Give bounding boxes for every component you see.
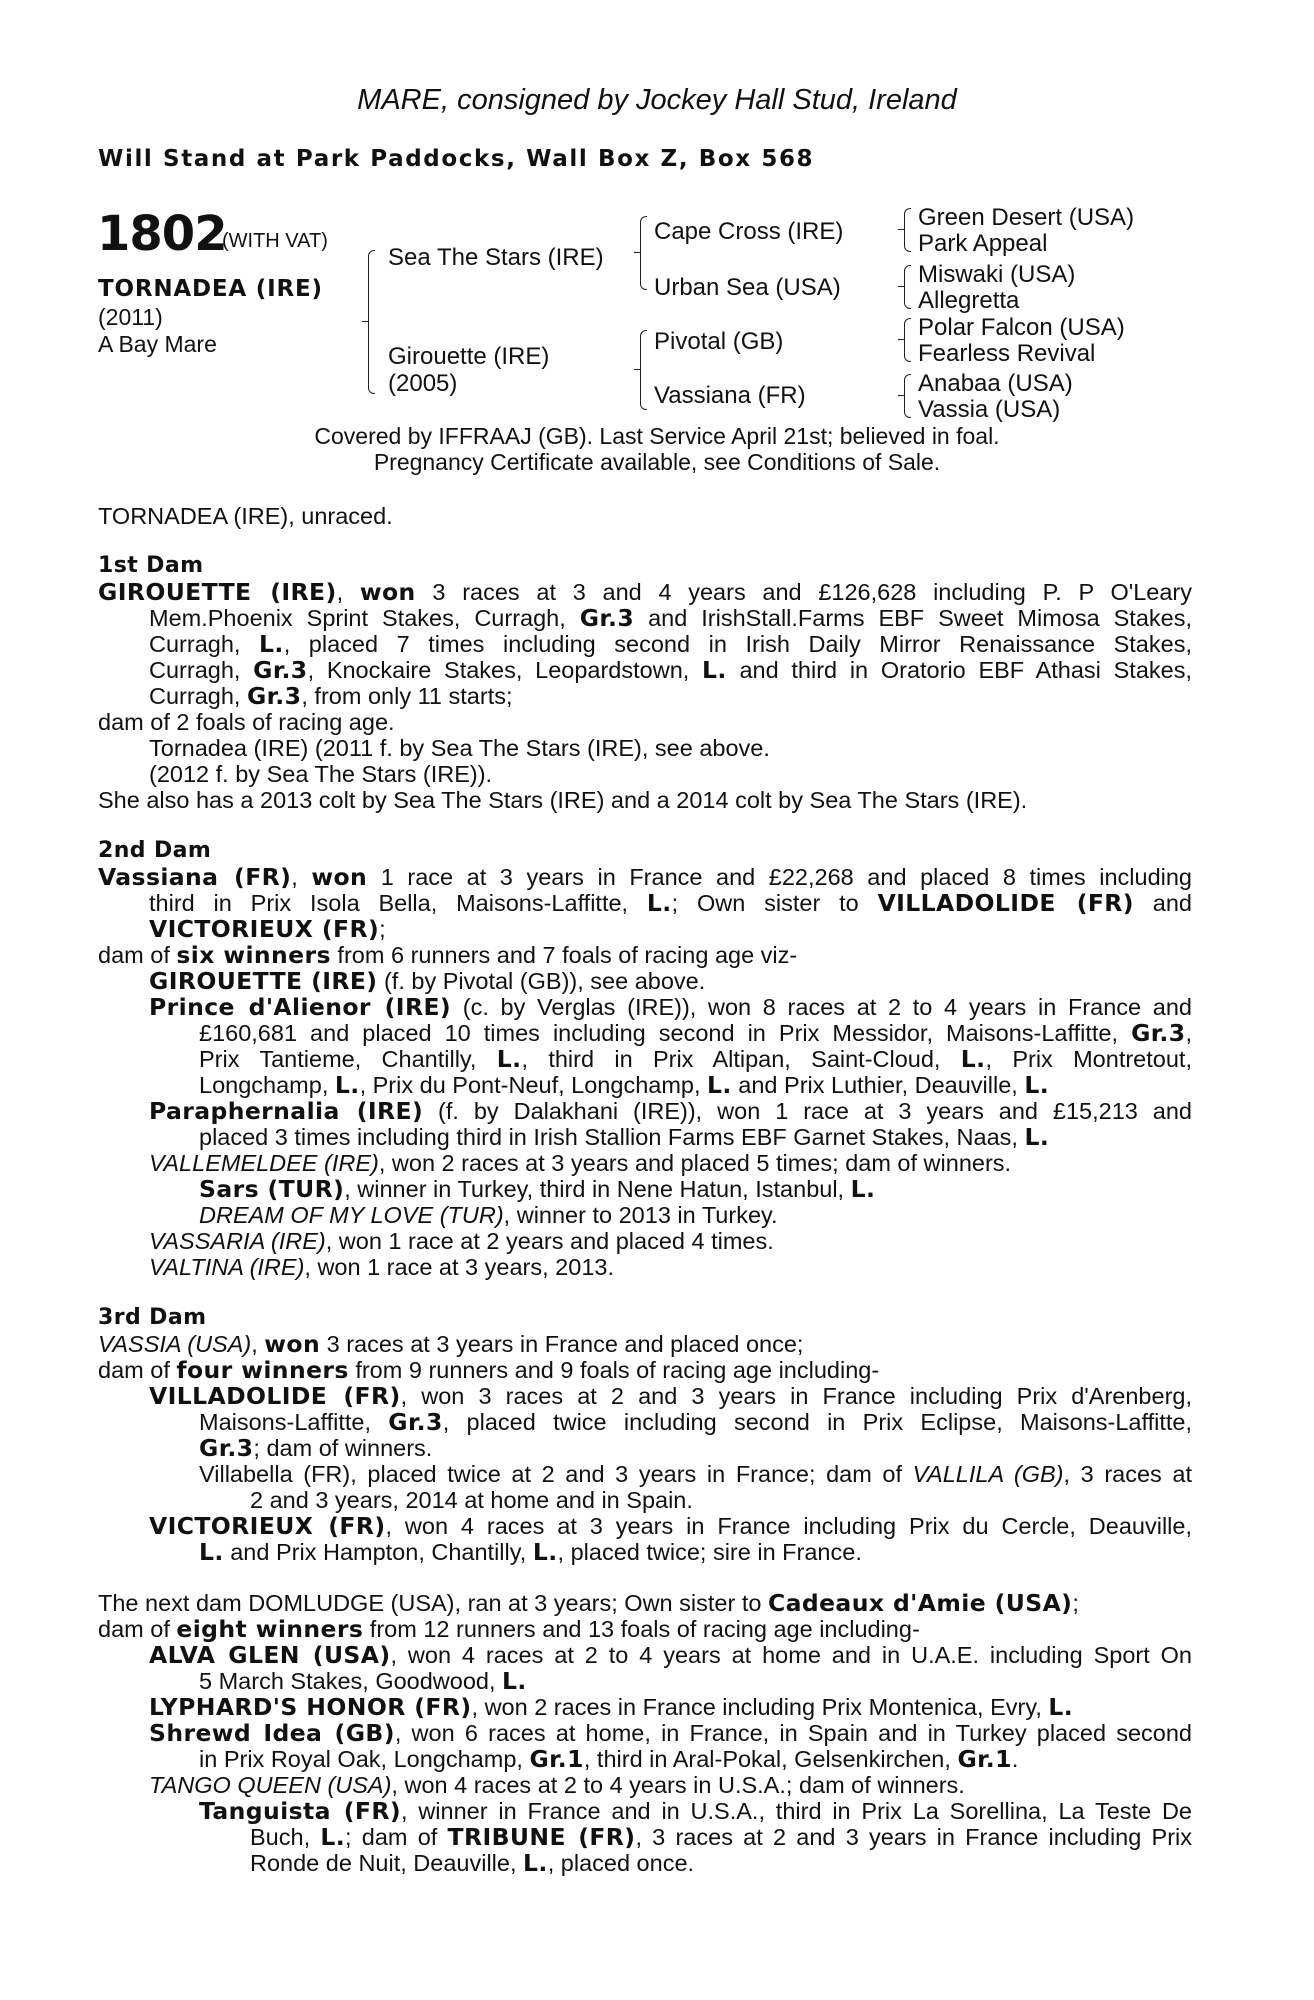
first-dam-line-4: Curragh, Gr.3, Knockaire Stakes, Leopardstown, L. and third in Oratorio EBF Athasi Stakes, xyxy=(149,656,1192,684)
third-dam-line-1: VASSIA (USA), won 3 races at 3 years in France and placed once; xyxy=(98,1330,804,1358)
first-dam-produce-summary: dam of 2 foals of racing age. xyxy=(98,709,395,735)
pedigree-dam-sire: Pivotal (GB) xyxy=(654,328,784,355)
g-brace-1-point xyxy=(898,229,905,230)
dam-brace-point xyxy=(634,369,641,370)
vat-note: (WITH VAT) xyxy=(222,230,328,252)
g-brace-2-point xyxy=(898,286,905,287)
tanguista-line-3: Ronde de Nuit, Deauville, L., placed once. xyxy=(250,1849,695,1877)
first-dam-produce-1: Tornadea (IRE) (2011 f. by Sea The Stars (IRE), see above. xyxy=(149,735,770,761)
pedigree-gg-8: Vassia (USA) xyxy=(918,396,1061,423)
second-dam-line-3: VICTORIEUX (FR); xyxy=(149,915,386,943)
first-dam-line-3: Curragh, L., placed 7 times including second in Irish Daily Mirror Renaissance Stakes, xyxy=(149,630,1192,658)
pedigree-sire-sire: Cape Cross (IRE) xyxy=(654,218,844,245)
pedigree-gg-7: Anabaa (USA) xyxy=(918,370,1073,397)
next-dam-produce-shrewd: Shrewd Idea (GB), won 6 races at home, in France, in Spain and in Turkey placed second xyxy=(149,1719,1192,1747)
sire-brace xyxy=(640,216,647,290)
pedigree-dam-dam: Vassiana (FR) xyxy=(654,382,806,409)
vallemeldee-produce-sars: Sars (TUR), winner in Turkey, third in Nene Hatun, Istanbul, L. xyxy=(199,1175,876,1203)
third-dam-heading: 3rd Dam xyxy=(98,1305,207,1330)
first-dam-line-1: GIROUETTE (IRE), won 3 races at 3 and 4 years and £126,628 including P. P O'Leary xyxy=(98,578,1192,606)
dam-brace xyxy=(640,330,647,410)
pedigree-sire-dam: Urban Sea (USA) xyxy=(654,274,841,301)
horse-description: A Bay Mare xyxy=(98,331,217,357)
tango-produce-tanguista: Tanguista (FR), winner in France and in U.S.A., third in Prix La Sorellina, La Teste De xyxy=(199,1797,1193,1825)
victorieux-line-2: L. and Prix Hampton, Chantilly, L., placed twice; sire in France. xyxy=(199,1538,862,1566)
pedigree-gg-2: Park Appeal xyxy=(918,230,1048,257)
first-dam-line-5: Curragh, Gr.3, from only 11 starts; xyxy=(149,682,513,710)
g-brace-4-point xyxy=(898,395,905,396)
sire-brace-point xyxy=(634,252,641,253)
pedigree-gg-1: Green Desert (USA) xyxy=(918,204,1135,231)
first-dam-produce-2: (2012 f. by Sea The Stars (IRE)). xyxy=(149,761,493,787)
pedigree-gg-6: Fearless Revival xyxy=(918,340,1096,367)
villadolide-line-2: Maisons-Laffitte, Gr.3, placed twice including second in Prix Eclipse, Maisons-Laffitte, xyxy=(199,1408,1193,1436)
g-brace-3 xyxy=(904,318,911,362)
g-brace-3-point xyxy=(898,339,905,340)
next-dam-line-1: The next dam DOMLUDGE (USA), ran at 3 years; Own sister to Cadeaux d'Amie (USA); xyxy=(98,1589,1079,1617)
paraphernalia-line-2: placed 3 times including third in Irish Stallion Farms EBF Garnet Stakes, Naas, L. xyxy=(199,1123,1050,1151)
g-brace-2 xyxy=(904,265,911,309)
alva-line-2: 5 March Stakes, Goodwood, L. xyxy=(199,1667,527,1695)
covered-line: Covered by IFFRAAJ (GB). Last Service April 21st; believed in foal. xyxy=(314,423,1000,449)
third-dam-produce-victorieux: VICTORIEUX (FR), won 4 races at 3 years in France including Prix du Cercle, Deauville, xyxy=(149,1512,1192,1540)
second-dam-produce-paraphernalia: Paraphernalia (IRE) (f. by Dalakhani (IRE)), won 1 race at 3 years and £15,213 and xyxy=(149,1097,1192,1125)
horse-year: (2011) xyxy=(98,304,163,330)
second-dam-produce-valtina: VALTINA (IRE), won 1 race at 3 years, 2013. xyxy=(149,1254,614,1280)
horse-name: TORNADEA (IRE) xyxy=(98,276,323,302)
third-dam-produce-summary: dam of four winners from 9 runners and 9 foals of racing age including- xyxy=(98,1356,880,1384)
g-brace-4 xyxy=(904,374,911,418)
prince-line-4: Longchamp, L., Prix du Pont-Neuf, Longchamp, L. and Prix Luthier, Deauville, L. xyxy=(199,1071,1050,1099)
pedigree-brace xyxy=(368,250,375,394)
pedigree-dam: Girouette (IRE) xyxy=(388,343,550,370)
next-dam-produce-alva: ALVA GLEN (USA), won 4 races at 2 to 4 years at home and in U.A.E. including Sport On xyxy=(149,1641,1192,1669)
pedigree-sire: Sea The Stars (IRE) xyxy=(388,244,604,271)
first-dam-line-2: Mem.Phoenix Sprint Stakes, Curragh, Gr.3 and IrishStall.Farms EBF Sweet Mimosa Stakes, xyxy=(149,604,1193,632)
pedigree-gg-3: Miswaki (USA) xyxy=(918,261,1076,288)
pedigree-gg-5: Polar Falcon (USA) xyxy=(918,314,1125,341)
next-dam-produce-tango: TANGO QUEEN (USA), won 4 races at 2 to 4 years in U.S.A.; dam of winners. xyxy=(149,1772,965,1798)
g-brace-1 xyxy=(904,208,911,252)
race-record: TORNADEA (IRE), unraced. xyxy=(98,503,393,529)
villabella-line-2: 2 and 3 years, 2014 at home and in Spain. xyxy=(250,1487,693,1513)
first-dam-produce-3: She also has a 2013 colt by Sea The Stars (IRE) and a 2014 colt by Sea The Stars (IRE). xyxy=(98,787,1028,813)
next-dam-produce-lyphard: LYPHARD'S HONOR (FR), won 2 races in France including Prix Montenica, Evry, L. xyxy=(149,1693,1074,1721)
next-dam-produce-summary: dam of eight winners from 12 runners and 13 foals of racing age including- xyxy=(98,1615,920,1643)
second-dam-line-1: Vassiana (FR), won 1 race at 3 years in France and £22,268 and placed 8 times including xyxy=(98,863,1192,891)
villadolide-line-3: Gr.3; dam of winners. xyxy=(199,1434,433,1462)
second-dam-produce-summary: dam of six winners from 6 runners and 7 foals of racing age viz- xyxy=(98,941,798,969)
lot-number: 1802 xyxy=(97,206,227,262)
first-dam-heading: 1st Dam xyxy=(98,553,204,578)
second-dam-heading: 2nd Dam xyxy=(98,838,212,863)
shrewd-line-2: in Prix Royal Oak, Longchamp, Gr.1, third in Aral-Pokal, Gelsenkirchen, Gr.1. xyxy=(199,1745,1019,1773)
prince-line-2: £160,681 and placed 10 times including second in Prix Messidor, Maisons-Laffitte, Gr.3, xyxy=(199,1019,1192,1047)
second-dam-produce-girouette: GIROUETTE (IRE) (f. by Pivotal (GB)), see above. xyxy=(149,967,706,995)
second-dam-line-2: third in Prix Isola Bella, Maisons-Laffitte, L.; Own sister to VILLADOLIDE (FR) and xyxy=(149,889,1192,917)
stand-location: Will Stand at Park Paddocks, Wall Box Z, Box 568 xyxy=(98,146,815,172)
villadolide-produce-villabella: Villabella (FR), placed twice at 2 and 3 years in France; dam of VALLILA (GB), 3 races at xyxy=(199,1461,1193,1487)
vallemeldee-produce-dream: DREAM OF MY LOVE (TUR), winner to 2013 in Turkey. xyxy=(199,1202,778,1228)
second-dam-produce-prince: Prince d'Alienor (IRE) (c. by Verglas (IRE)), won 8 races at 2 to 4 years in France and xyxy=(149,993,1192,1021)
pregnancy-line: Pregnancy Certificate available, see Conditions of Sale. xyxy=(373,449,941,475)
page-title: MARE, consigned by Jockey Hall Stud, Ireland xyxy=(357,84,957,116)
pedigree-brace-point xyxy=(362,321,369,322)
pedigree-gg-4: Allegretta xyxy=(918,287,1020,314)
pedigree-dam-year: (2005) xyxy=(388,370,458,397)
prince-line-3: Prix Tantieme, Chantilly, L., third in Prix Altipan, Saint-Cloud, L., Prix Montretout, xyxy=(199,1045,1192,1073)
second-dam-produce-vassaria: VASSARIA (IRE), won 1 race at 2 years and placed 4 times. xyxy=(149,1228,774,1254)
third-dam-produce-villadolide: VILLADOLIDE (FR), won 3 races at 2 and 3 years in France including Prix d'Arenberg, xyxy=(149,1382,1192,1410)
tanguista-line-2: Buch, L.; dam of TRIBUNE (FR), 3 races at 2 and 3 years in France including Prix xyxy=(250,1823,1192,1851)
second-dam-produce-vallemeldee: VALLEMELDEE (IRE), won 2 races at 3 years and placed 5 times; dam of winners. xyxy=(149,1150,1012,1176)
